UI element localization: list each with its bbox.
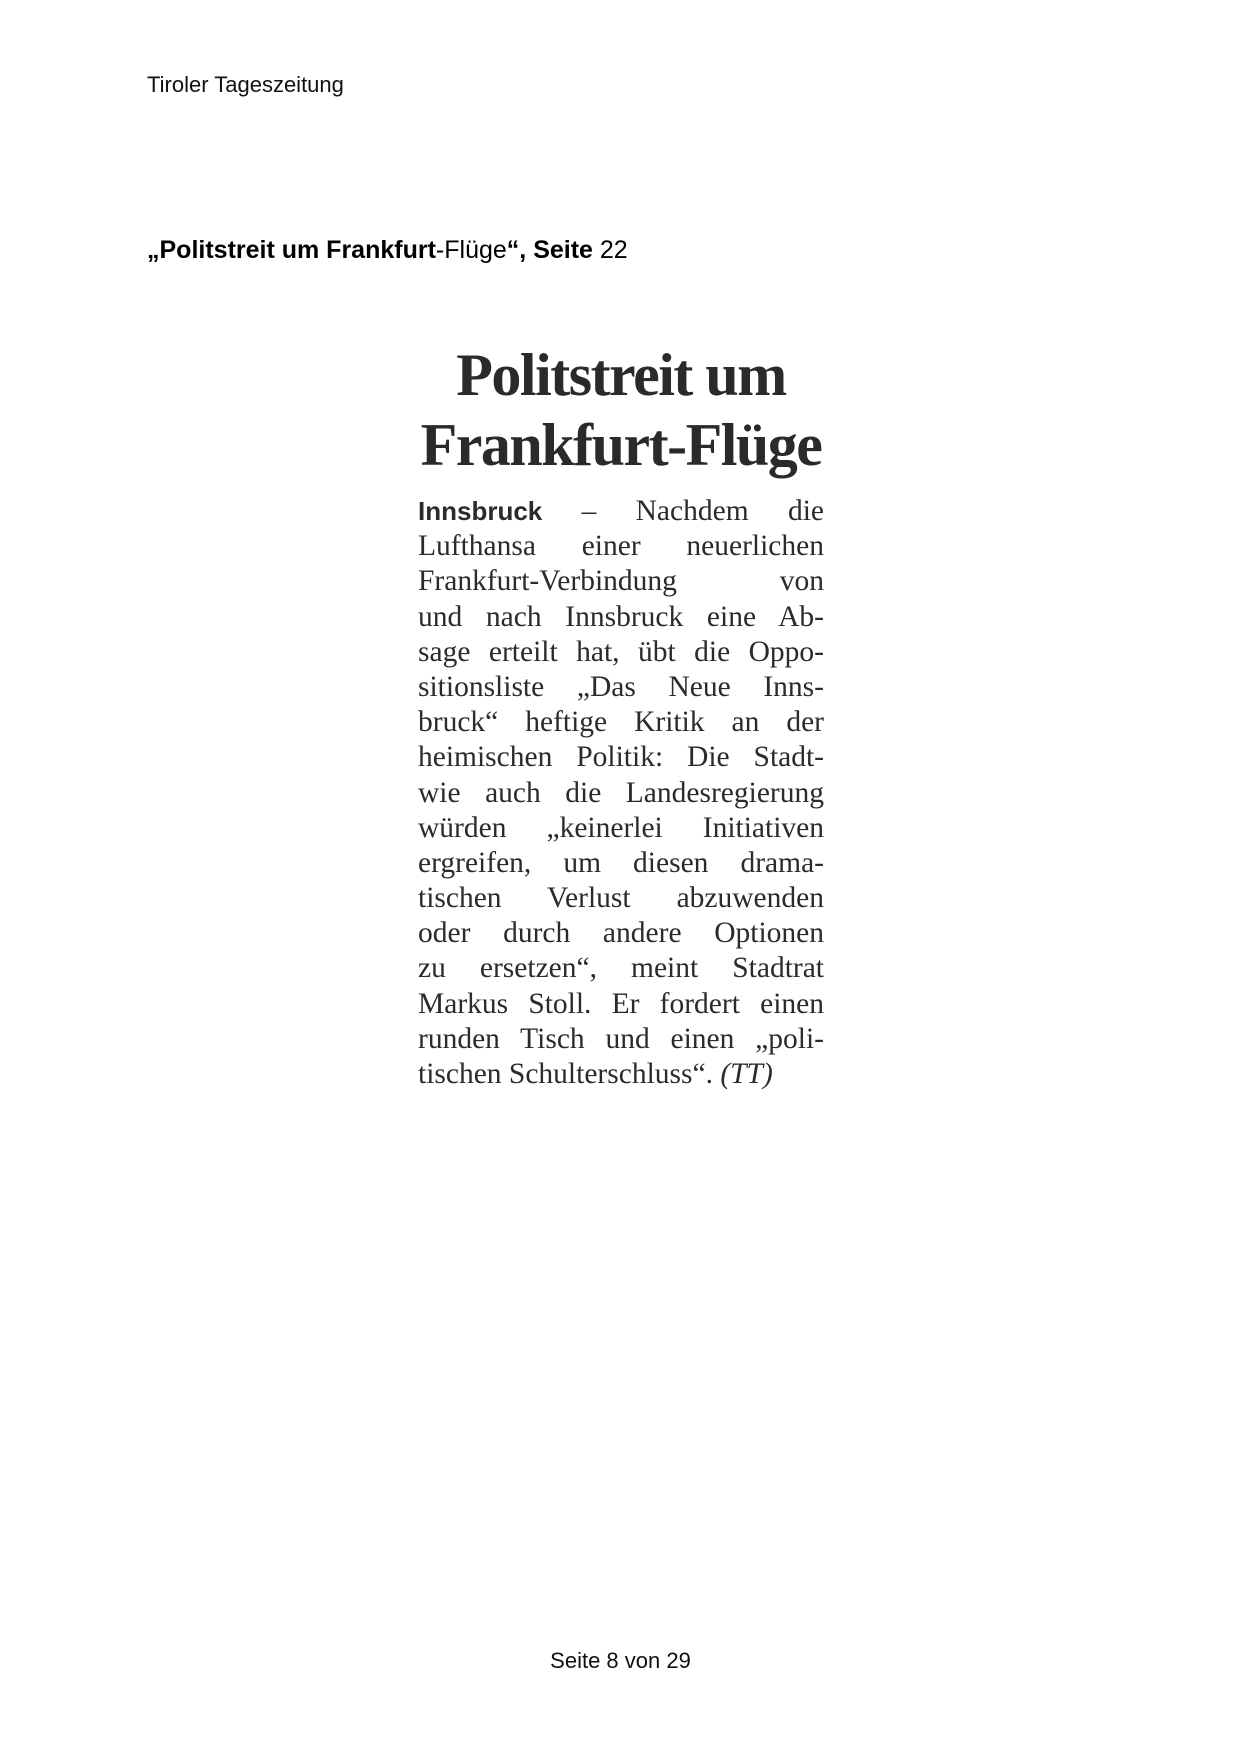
open-quote: „ [147, 236, 160, 264]
clipping-title-line: Politstreit um [456, 342, 786, 408]
clipping-line: würden „keinerlei Initiativen [418, 811, 824, 844]
page-label: “, Seite [506, 236, 593, 264]
newspaper-clipping [418, 340, 824, 1092]
clipping-line: ergreifen, um diesen drama- [418, 846, 824, 879]
clipping-line: Frankfurt-Verbindung von [418, 565, 824, 598]
clipping-line: sage erteilt hat, übt die Oppo- [418, 635, 824, 668]
clipping-title-line: Frankfurt-Flüge [420, 412, 822, 478]
clipping-first-line [418, 494, 824, 529]
publication-name: Tiroler Tageszeitung [147, 72, 344, 97]
first-line-text: – Nachdem die [581, 495, 824, 527]
dateline: Innsbruck [418, 496, 543, 526]
page-number: 22 [599, 236, 628, 264]
clipping-body [418, 494, 824, 1092]
clipping-line: und nach Innsbruck eine Ab- [418, 600, 824, 633]
author-credit: (TT) [720, 1058, 773, 1090]
clipping-line: Lufthansa einer neuerlichen [418, 530, 824, 563]
clipping-line: heimischen Politik: Die Stadt- [418, 741, 824, 774]
clipping-line: tischen Verlust abzuwenden [418, 882, 824, 915]
clipping-line: bruck“ heftige Kritik an der [418, 706, 824, 739]
headline-bold-part: Politstreit um Frankfurt [159, 236, 436, 264]
clipping-line: wie auch die Landesregierung [418, 776, 824, 809]
last-line-text: tischen Schulterschluss“. [418, 1058, 713, 1090]
clipping-title [418, 340, 824, 480]
clipping-line: zu ersetzen“, meint Stadtrat [418, 952, 824, 985]
article-reference [147, 236, 628, 265]
clipping-line: Markus Stoll. Er fordert einen [418, 987, 824, 1020]
headline-regular-part: -Flüge [435, 236, 507, 264]
clipping-line: runden Tisch und einen „poli- [418, 1022, 824, 1055]
clipping-last-line [418, 1057, 824, 1092]
clipping-line: sitionsliste „Das Neue Inns- [418, 670, 824, 703]
page-footer: Seite 8 von 29 [550, 1648, 691, 1673]
clipping-line: oder durch andere Optionen [418, 917, 824, 950]
